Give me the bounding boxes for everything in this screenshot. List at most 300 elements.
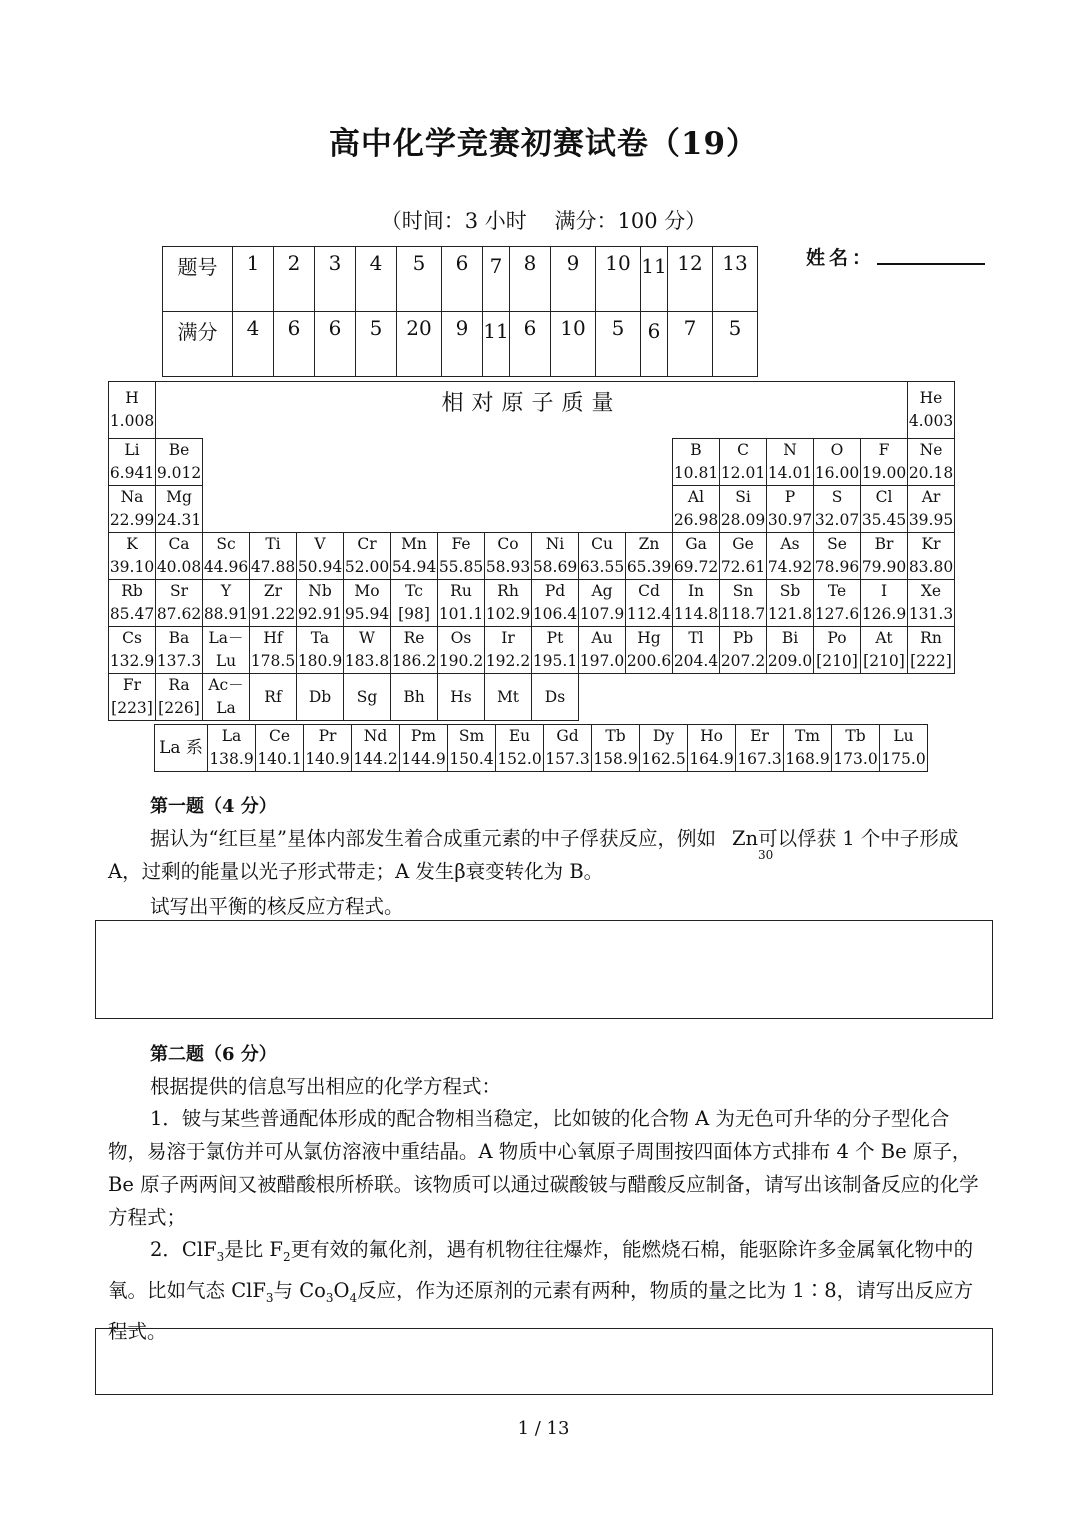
- element-ds: Ds: [532, 674, 579, 721]
- element-mass: 168.9: [785, 750, 830, 768]
- element-mass: 157.3: [545, 750, 590, 768]
- element-symbol: Ta: [310, 629, 330, 647]
- element-mass: 101.1: [438, 605, 484, 623]
- element-ga: [673, 533, 720, 580]
- element-symbol: C: [737, 441, 749, 459]
- element-mass: 192.2: [485, 652, 531, 670]
- element-symbol: Cu: [591, 535, 613, 553]
- element-symbol: Ho: [700, 727, 723, 745]
- periodic-header: 相对原子质量: [156, 382, 908, 439]
- element-symbol: Xe: [920, 582, 942, 600]
- element-symbol: Co: [497, 535, 519, 553]
- element-symbol: N: [783, 441, 797, 459]
- element-ta: [297, 627, 344, 674]
- element-at: [861, 627, 908, 674]
- score-q: 6: [442, 247, 483, 312]
- element-mass: 162.5: [641, 750, 686, 768]
- element-mass: 131.3: [908, 605, 954, 623]
- element-mn: [391, 533, 438, 580]
- element-symbol: Si: [735, 488, 751, 506]
- element-symbol: S: [831, 488, 843, 506]
- element-symbol: La－: [208, 629, 244, 647]
- element-mo: [344, 580, 391, 627]
- element-symbol: Nb: [308, 582, 332, 600]
- element-symbol: Pd: [544, 582, 566, 600]
- element-symbol: Os: [450, 629, 472, 647]
- element-pb: [720, 627, 767, 674]
- score-pt: 5: [596, 312, 641, 377]
- q2-p2-text: 是比 F: [224, 1238, 283, 1261]
- element-mass: 167.3: [737, 750, 782, 768]
- element-mass: 144.9: [401, 750, 446, 768]
- element-symbol: Rh: [497, 582, 519, 600]
- score-row-points: [163, 312, 758, 377]
- subscript: 3: [265, 1290, 274, 1305]
- lanthanide-tb: [832, 725, 880, 772]
- element-os: [438, 627, 485, 674]
- lanthanide-sm: [448, 725, 496, 772]
- element-mass: [98]: [398, 605, 430, 623]
- element-symbol: Tl: [688, 629, 704, 647]
- element-mass: 19.00: [861, 464, 907, 482]
- element-mass: [222]: [910, 652, 952, 670]
- element-cs: [109, 627, 156, 674]
- element-symbol: Ar: [921, 488, 941, 506]
- element-symbol: Ca: [168, 535, 190, 553]
- element-s: [814, 486, 861, 533]
- lanthanide-ho: [688, 725, 736, 772]
- element-sg: Sg: [344, 674, 391, 721]
- element-mass: 44.96: [203, 558, 249, 576]
- element-symbol: Cd: [638, 582, 660, 600]
- element-symbol: Y: [220, 582, 232, 600]
- element-symbol: Ti: [265, 535, 281, 553]
- element-n: [767, 439, 814, 486]
- element-pt: [532, 627, 579, 674]
- element-symbol: Kr: [921, 535, 941, 553]
- lanthanide-nd: [352, 725, 400, 772]
- element-in: [673, 580, 720, 627]
- element-au: [579, 627, 626, 674]
- element-h: [109, 382, 156, 439]
- element-mass: 55.85: [438, 558, 484, 576]
- element-mass: 121.8: [767, 605, 813, 623]
- element-mass: 95.94: [344, 605, 390, 623]
- element-mass: 16.00: [814, 464, 860, 482]
- element-mass: 39.95: [908, 511, 954, 529]
- element-y: [203, 580, 250, 627]
- element-mass: 83.80: [908, 558, 954, 576]
- element-sn: [720, 580, 767, 627]
- element-symbol: Gd: [556, 727, 579, 745]
- answer-box-1[interactable]: [95, 920, 993, 1019]
- score-pt: 4: [233, 312, 274, 377]
- element-mass: 92.91: [297, 605, 343, 623]
- element-symbol: Ir: [501, 629, 515, 647]
- element-symbol: Tb: [845, 727, 866, 745]
- element-ar: [908, 486, 955, 533]
- isotope-symbol: Zn: [731, 827, 759, 850]
- element-symbol: Cr: [357, 535, 377, 553]
- score-q: 3: [315, 247, 356, 312]
- element-cr: [344, 533, 391, 580]
- element-symbol: Fe: [451, 535, 471, 553]
- element-mass: 74.92: [767, 558, 813, 576]
- element-symbol: Dy: [652, 727, 675, 745]
- element-re: [391, 627, 438, 674]
- element-fr: [109, 674, 156, 721]
- element-ti: [250, 533, 297, 580]
- element-symbol: B: [690, 441, 702, 459]
- score-q: 11: [641, 247, 668, 312]
- element-symbol: Po: [827, 629, 847, 647]
- score-q: 4: [356, 247, 397, 312]
- element-symbol: Pb: [732, 629, 754, 647]
- element-zr: [250, 580, 297, 627]
- page-number: 1 / 13: [517, 1418, 570, 1439]
- element-mass: 118.7: [720, 605, 766, 623]
- lanthanide-ce: [256, 725, 304, 772]
- element-mass: 6.941: [109, 464, 155, 482]
- element-cu: [579, 533, 626, 580]
- element-ca: [156, 533, 203, 580]
- lanthanide-table: [154, 724, 928, 772]
- question-2-intro: 根据提供的信息写出相应的化学方程式：: [150, 1075, 502, 1098]
- score-q: 12: [668, 247, 713, 312]
- element-ir: [485, 627, 532, 674]
- element-tl: [673, 627, 720, 674]
- element-mass: 35.45: [861, 511, 907, 529]
- element-symbol: Hf: [263, 629, 283, 647]
- element-mass: 127.6: [814, 605, 860, 623]
- element-mass: 9.012: [156, 464, 202, 482]
- element-rn: [908, 627, 955, 674]
- element-symbol: Li: [124, 441, 140, 459]
- question-1-title: 第一题（4 分）: [150, 796, 277, 817]
- element-mass: 65.39: [626, 558, 672, 576]
- element-mass: 24.31: [156, 511, 202, 529]
- element-mass: 4.003: [908, 412, 954, 430]
- element-symbol: Al: [687, 488, 705, 506]
- element-symbol: Cs: [122, 629, 142, 647]
- element-na: [109, 486, 156, 533]
- element-po: [814, 627, 861, 674]
- element-mass: 112.4: [626, 605, 672, 623]
- score-q: 13: [713, 247, 758, 312]
- subscript: 3: [216, 1249, 225, 1264]
- lanthanide-eu: [496, 725, 544, 772]
- element-symbol: Lu: [893, 727, 914, 745]
- element-symbol: H: [125, 389, 139, 407]
- exam-subtitle: （时间：3 小时 满分：100 分）: [380, 209, 707, 233]
- element-symbol: Sc: [216, 535, 236, 553]
- element-symbol: Br: [874, 535, 894, 553]
- q2-p2-text: O: [333, 1278, 350, 1302]
- periodic-table: [108, 381, 955, 721]
- element-sr: [156, 580, 203, 627]
- element-mass: 144.2: [353, 750, 398, 768]
- element-c: [720, 439, 767, 486]
- element-mass: 63.55: [579, 558, 625, 576]
- score-table: [162, 246, 758, 377]
- element-symbol: W: [359, 629, 375, 647]
- element-he: [908, 382, 955, 439]
- element-mass: 69.72: [673, 558, 719, 576]
- element-mass: 10.81: [673, 464, 719, 482]
- element-symbol: Tm: [794, 727, 821, 745]
- subscript: 2: [282, 1249, 291, 1264]
- name-label: 姓名：: [806, 247, 876, 269]
- element-mass: 186.2: [391, 652, 437, 670]
- score-pt: 20: [397, 312, 442, 377]
- element-symbol: O: [830, 441, 844, 459]
- score-row-label: 题号: [163, 247, 233, 312]
- element-symbol: Tb: [605, 727, 626, 745]
- element-db: Db: [297, 674, 344, 721]
- element-symbol: Ge: [732, 535, 754, 553]
- element-symbol: Mo: [354, 582, 380, 600]
- score-pt: 11: [483, 312, 510, 377]
- element-symbol: Mg: [166, 488, 192, 506]
- element-symbol: Pr: [318, 727, 337, 745]
- element-mass: 39.10: [109, 558, 155, 576]
- element-hf: [250, 627, 297, 674]
- element-pd: [532, 580, 579, 627]
- element-b: [673, 439, 720, 486]
- score-pt: 5: [356, 312, 397, 377]
- element-kr: [908, 533, 955, 580]
- element-symbol: He: [919, 389, 943, 407]
- element-symbol: Rb: [121, 582, 143, 600]
- lanthanide-pr: [304, 725, 352, 772]
- element-mass: 200.6: [626, 652, 672, 670]
- element-symbol: Te: [827, 582, 847, 600]
- element-symbol: Eu: [508, 727, 531, 745]
- element-mass: 158.9: [593, 750, 638, 768]
- element-mass: 14.01: [767, 464, 813, 482]
- element-sc: [203, 533, 250, 580]
- element-symbol: Se: [827, 535, 847, 553]
- element-mass: 106.4: [532, 605, 578, 623]
- element-symbol: Ni: [545, 535, 565, 553]
- score-q: 10: [596, 247, 641, 312]
- lanthanide-er: [736, 725, 784, 772]
- element-mass: 175.0: [881, 750, 926, 768]
- element-symbol: Hg: [637, 629, 661, 647]
- element-symbol: Ga: [685, 535, 707, 553]
- element-mass: 138.9: [209, 750, 254, 768]
- element-mass: [210]: [816, 652, 858, 670]
- element-symbol: P: [784, 488, 796, 506]
- element-symbol: I: [880, 582, 888, 600]
- element-symbol: Ra: [168, 676, 190, 694]
- isotope-z: 30: [757, 848, 774, 862]
- element-mass: 132.9: [109, 652, 155, 670]
- element-mass: 32.07: [814, 511, 860, 529]
- element-symbol: Sr: [169, 582, 189, 600]
- score-pt: 6: [641, 312, 668, 377]
- element-symbol: V: [314, 535, 326, 553]
- element-mass: 209.0: [767, 652, 813, 670]
- answer-box-2[interactable]: [95, 1328, 993, 1395]
- element-br: [861, 533, 908, 580]
- score-pt: 6: [510, 312, 551, 377]
- subscript: 4: [349, 1290, 358, 1305]
- element-symbol: Be: [168, 441, 190, 459]
- element-fe: [438, 533, 485, 580]
- element-ra: [156, 674, 203, 721]
- subscript: 3: [325, 1290, 334, 1305]
- lanthanide-tb: [592, 725, 640, 772]
- lanthanide-label: La 系: [155, 725, 208, 772]
- element-ag: [579, 580, 626, 627]
- question-1-text: [108, 822, 988, 888]
- element-ni: [532, 533, 579, 580]
- element-symbol: Pt: [546, 629, 564, 647]
- element-v: [297, 533, 344, 580]
- element-symbol: Ac－: [208, 676, 244, 694]
- element-rf: Rf: [250, 674, 297, 721]
- lanthanide-tm: [784, 725, 832, 772]
- element-symbol: Bi: [781, 629, 799, 647]
- element-o: [814, 439, 861, 486]
- element-mass: 140.1: [257, 750, 302, 768]
- element-la: [203, 627, 250, 674]
- element-zn: [626, 533, 673, 580]
- element-mass: 26.98: [673, 511, 719, 529]
- element-mass: 180.9: [297, 652, 343, 670]
- question-2-title: 第二题（6 分）: [150, 1044, 277, 1065]
- element-mg: [156, 486, 203, 533]
- element-symbol: In: [687, 582, 705, 600]
- element-mass: 107.9: [579, 605, 625, 623]
- name-blank-line[interactable]: [877, 263, 985, 265]
- element-co: [485, 533, 532, 580]
- lanthanide-lu: [880, 725, 928, 772]
- element-symbol: Ce: [268, 727, 291, 745]
- element-mass: 20.18: [908, 464, 954, 482]
- element-mass: 78.96: [814, 558, 860, 576]
- element-ba: [156, 627, 203, 674]
- element-symbol: Sm: [458, 727, 485, 745]
- score-pt: 6: [274, 312, 315, 377]
- q1-text-b: 可以俘获 1 个中子形成 A，过剩的能量以光子形式带走；A 发生β衰变转化为 B。: [108, 827, 959, 883]
- element-mass: 22.99: [109, 511, 155, 529]
- element-mass: 50.94: [297, 558, 343, 576]
- element-symbol: Nd: [363, 727, 388, 745]
- element-symbol: Ru: [450, 582, 472, 600]
- element-symbol: La: [221, 727, 242, 745]
- element-bi: [767, 627, 814, 674]
- q2-p2-text: 与 Co: [273, 1278, 326, 1302]
- element-symbol: Au: [591, 629, 613, 647]
- element-mass: 140.9: [305, 750, 350, 768]
- score-q: 7: [483, 247, 510, 312]
- element-be: [156, 439, 203, 486]
- element-mass: La: [216, 699, 236, 717]
- element-mass: 72.61: [720, 558, 766, 576]
- score-pt: 7: [668, 312, 713, 377]
- element-mass: 79.90: [861, 558, 907, 576]
- element-mt: Mt: [485, 674, 532, 721]
- element-xe: [908, 580, 955, 627]
- lanthanide-pm: [400, 725, 448, 772]
- element-mass: 207.2: [720, 652, 766, 670]
- element-symbol: Na: [120, 488, 144, 506]
- element-symbol: Tc: [405, 582, 423, 600]
- element-mass: 85.47: [109, 605, 155, 623]
- element-nb: [297, 580, 344, 627]
- element-si: [720, 486, 767, 533]
- table-gap: [579, 674, 955, 721]
- element-f: [861, 439, 908, 486]
- element-symbol: Cl: [875, 488, 893, 506]
- lanthanide-la: [208, 725, 256, 772]
- element-mass: 40.08: [156, 558, 202, 576]
- element-hg: [626, 627, 673, 674]
- element-p: [767, 486, 814, 533]
- element-symbol: Pm: [410, 727, 437, 745]
- element-mass: 173.0: [833, 750, 878, 768]
- element-symbol: Sb: [779, 582, 801, 600]
- element-k: [109, 533, 156, 580]
- element-rb: [109, 580, 156, 627]
- element-mass: 58.93: [485, 558, 531, 576]
- q1-text-a: 据认为“红巨星”星体内部发生着合成重元素的中子俘获反应，例如: [150, 827, 716, 850]
- element-mass: [226]: [158, 699, 200, 717]
- score-row-questions: [163, 247, 758, 312]
- element-mass: 30.97: [767, 511, 813, 529]
- element-symbol: K: [126, 535, 138, 553]
- score-q: 1: [233, 247, 274, 312]
- score-q: 8: [510, 247, 551, 312]
- lanthanide-dy: [640, 725, 688, 772]
- score-q: 9: [551, 247, 596, 312]
- element-cl: [861, 486, 908, 533]
- element-mass: [210]: [863, 652, 905, 670]
- element-ru: [438, 580, 485, 627]
- element-te: [814, 580, 861, 627]
- q2-p2-text: 反应，作为还原剂的元素有两种，物质的量之比为 1∶8，请写出反应方程式。: [108, 1278, 974, 1343]
- element-mass: 58.69: [532, 558, 578, 576]
- page-title: 高中化学竞赛初赛试卷（19）: [328, 126, 759, 162]
- score-pt: 5: [713, 312, 758, 377]
- element-symbol: Ba: [168, 629, 190, 647]
- element-mass: 114.8: [673, 605, 719, 623]
- element-w: [344, 627, 391, 674]
- q2-p2-text: 2．ClF: [150, 1238, 217, 1261]
- table-gap: [203, 486, 673, 533]
- element-mass: 52.00: [344, 558, 390, 576]
- element-mass: 137.3: [156, 652, 202, 670]
- score-pt: 6: [315, 312, 356, 377]
- element-symbol: As: [780, 535, 800, 553]
- element-mass: Lu: [215, 652, 237, 670]
- table-gap: [203, 439, 673, 486]
- element-mass: 1.008: [109, 412, 155, 430]
- q2-p2-text: 更有效的氟化剂，遇有机物往往爆炸，能燃烧石棉，能驱除许多金属氧化物中的氧。比如气态 ClF: [108, 1238, 974, 1302]
- element-symbol: Sn: [732, 582, 754, 600]
- element-mass: 12.01: [720, 464, 766, 482]
- element-symbol: At: [875, 629, 893, 647]
- element-li: [109, 439, 156, 486]
- element-tc: [391, 580, 438, 627]
- question-1-prompt: 试写出平衡的核反应方程式。: [150, 895, 404, 918]
- element-rh: [485, 580, 532, 627]
- element-ac: [203, 674, 250, 721]
- element-hs: Hs: [438, 674, 485, 721]
- element-mass: 28.09: [720, 511, 766, 529]
